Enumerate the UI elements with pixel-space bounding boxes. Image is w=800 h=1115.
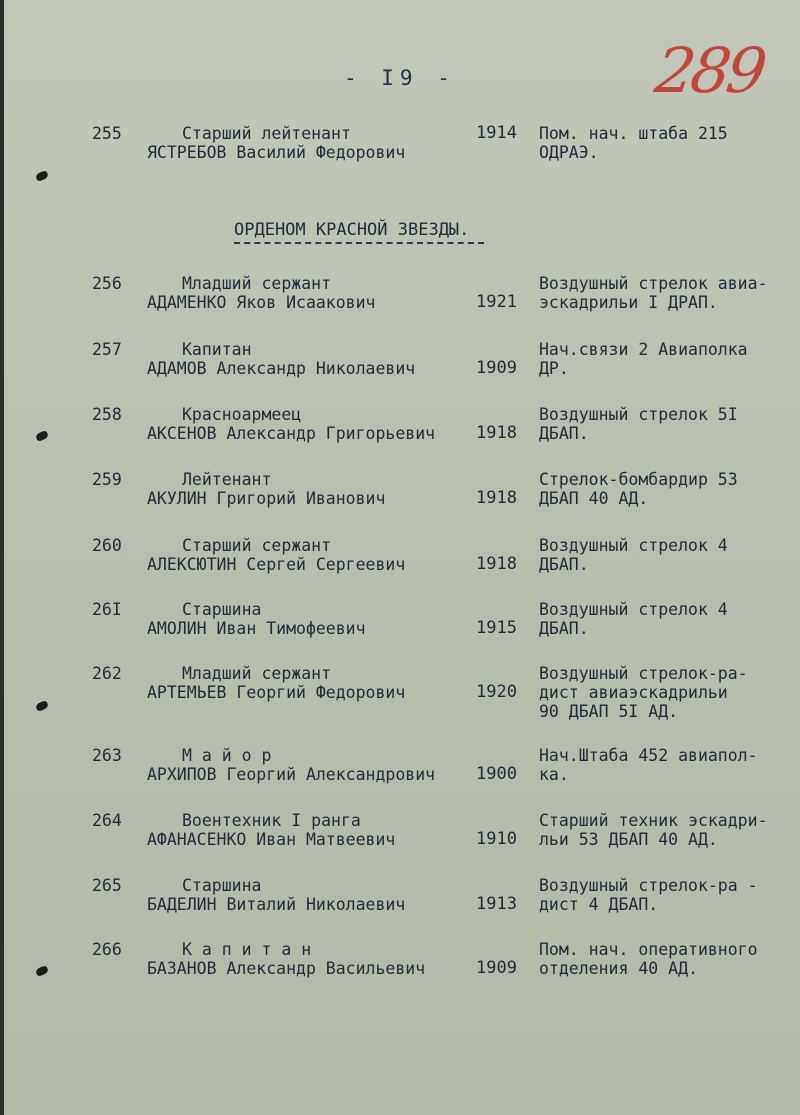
entry-number: 262 <box>92 664 122 683</box>
list-item <box>0 124 800 184</box>
list-item <box>0 876 800 936</box>
handwritten-page-number: 289 <box>650 34 768 107</box>
entry-position: Пом. нач. оперативного отделения 40 АД. <box>539 940 758 978</box>
entry-number: 264 <box>92 811 122 830</box>
entry-name: АРТЕМЬЕВ Георгий Федорович <box>147 683 406 702</box>
entry-name: АКУЛИН Григорий Иванович <box>147 489 386 508</box>
entry-position: Нач.связи 2 Авиаполка ДР. <box>539 340 748 378</box>
list-item <box>0 536 800 596</box>
entry-position: Воздушный стрелок авиа- эскадрильи I ДРАП. <box>539 274 768 312</box>
entry-year: 1918 <box>476 423 517 443</box>
entry-year: 1918 <box>476 488 517 508</box>
entry-year: 1910 <box>476 829 517 849</box>
list-item <box>0 664 800 724</box>
entry-rank: Красноармеец <box>182 405 302 424</box>
entry-rank: Воентехник I ранга <box>182 811 361 830</box>
entry-rank: М а й о р <box>182 746 272 765</box>
entry-position: Воздушный стрелок-ра- дист авиаэскадрильи 90 ДБАП 5I АД. <box>539 664 748 721</box>
entry-name: АКСЕНОВ Александр Григорьевич <box>147 424 436 443</box>
entry-rank: Старший сержант <box>182 536 332 555</box>
entry-rank: Капитан <box>182 340 252 359</box>
entry-year: 1909 <box>476 358 517 378</box>
entry-position: Воздушный стрелок 4 ДБАП. <box>539 536 728 574</box>
entry-year: 1900 <box>476 764 517 784</box>
entry-position: Стрелок-бомбардир 53 ДБАП 40 АД. <box>539 470 738 508</box>
entry-number: 260 <box>92 536 122 555</box>
list-item <box>0 940 800 1000</box>
entry-position: Воздушный стрелок 4 ДБАП. <box>539 600 728 638</box>
entry-rank: К а п и т а н <box>182 940 312 959</box>
page-number: - I9 - <box>344 66 456 90</box>
entry-year: 1920 <box>476 682 517 702</box>
entry-position: Воздушный стрелок-ра - дист 4 ДБАП. <box>539 876 758 914</box>
entry-name: ЯСТРЕБОВ Василий Федорович <box>147 143 406 162</box>
entry-name: АЛЕКСЮТИН Сергей Сергеевич <box>147 555 406 574</box>
entry-rank: Старшина <box>182 876 262 895</box>
entry-name: АМОЛИН Иван Тимофеевич <box>147 619 366 638</box>
entry-number: 265 <box>92 876 122 895</box>
entry-name: АДАМЕНКО Яков Исаакович <box>147 293 376 312</box>
entry-number: 263 <box>92 746 122 765</box>
list-item <box>0 274 800 334</box>
entry-year: 1914 <box>476 123 517 143</box>
section-heading: ОРДЕНОМ КРАСНОЙ ЗВЕЗДЫ. <box>234 220 470 240</box>
list-item <box>0 746 800 806</box>
entry-number: 257 <box>92 340 122 359</box>
entry-year: 1921 <box>476 292 517 312</box>
entry-year: 1909 <box>476 958 517 978</box>
entry-number: 26I <box>92 600 122 619</box>
list-item <box>0 405 800 465</box>
entry-number: 259 <box>92 470 122 489</box>
entry-year: 1915 <box>476 618 517 638</box>
entry-year: 1918 <box>476 554 517 574</box>
entry-position: Нач.Штаба 452 авиапол- ка. <box>539 746 758 784</box>
entry-position: Старший техник эскадри- льи 53 ДБАП 40 АД. <box>539 811 768 849</box>
entry-name: АФАНАСЕНКО Иван Матвеевич <box>147 830 396 849</box>
entry-name: БАДЕЛИН Виталий Николаевич <box>147 895 406 914</box>
entry-number: 266 <box>92 940 122 959</box>
entry-number: 258 <box>92 405 122 424</box>
entry-number: 255 <box>92 124 122 143</box>
entry-rank: Младший сержант <box>182 664 332 683</box>
list-item <box>0 811 800 871</box>
entry-rank: Младший сержант <box>182 274 332 293</box>
entry-number: 256 <box>92 274 122 293</box>
list-item <box>0 340 800 400</box>
list-item <box>0 470 800 530</box>
entry-name: БАЗАНОВ Александр Васильевич <box>147 959 426 978</box>
entry-name: АРХИПОВ Георгий Александрович <box>147 765 436 784</box>
entry-rank: Старшина <box>182 600 262 619</box>
entry-position: Пом. нач. штаба 215 ОДРАЭ. <box>539 124 728 162</box>
entry-rank: Старший лейтенант <box>182 124 351 143</box>
list-item <box>0 600 800 660</box>
entry-name: АДАМОВ Александр Николаевич <box>147 359 416 378</box>
heading-underline <box>234 242 484 244</box>
entry-position: Воздушный стрелок 5I ДБАП. <box>539 405 738 443</box>
entry-year: 1913 <box>476 894 517 914</box>
entry-rank: Лейтенант <box>182 470 272 489</box>
